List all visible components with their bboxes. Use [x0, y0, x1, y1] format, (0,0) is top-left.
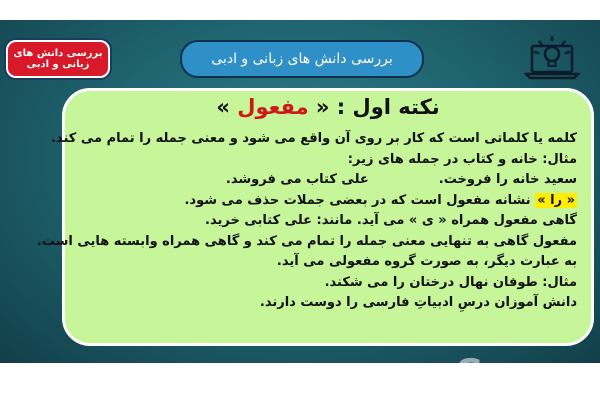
gama-watermark: Gama	[455, 352, 569, 392]
card-title-keyword: مفعول	[237, 95, 309, 119]
example-intro-line: مثال: خانه و کتاب در جمله های زیر:	[347, 151, 577, 167]
example-line-3: دانش آموزان درسِ ادبیاتِ فارسی را دوست دارند.	[259, 295, 577, 310]
definition-line: کلمه یا کلماتی است که کار بر روی آن واقع می شود و معنی جمله را تمام می کند.	[51, 131, 577, 146]
marker-line-text: نشانه مفعول است که در بعضی جملات حذف می شود.	[184, 192, 531, 208]
laptop-lightbulb-icon	[524, 34, 580, 80]
card-title	[65, 95, 591, 119]
content-card	[36, 88, 594, 346]
slide-header	[180, 40, 424, 78]
indefinite-line: گاهی مفعول همراه « ی » می آید. مانند: علی کتابی خرید.	[205, 213, 577, 228]
card-body	[36, 129, 577, 314]
marker-line	[73, 191, 577, 212]
example-sentence-1: سعید خانه را فروخت.	[438, 172, 577, 187]
example-line-2: مثال: طوفان نهال درختان را می شکند.	[324, 274, 577, 290]
card-title-prefix: نکته اول : «	[315, 95, 440, 119]
example-sentence-2: علی کتاب می فروشد.	[225, 172, 369, 187]
top-margin	[0, 0, 600, 20]
example-sentences-line	[73, 170, 577, 191]
lesson-tag-label: بررسی دانش های زبانی و ادبی	[13, 48, 103, 70]
object-group-line: به عبارت دیگر، به صورت گروه مفعولی می آید.	[276, 254, 577, 269]
lesson-tag	[6, 40, 110, 78]
dependents-line: مفعول گاهی به تنهایی معنی جمله را تمام می کند و گاهی همراه وابسته هایی است.	[36, 233, 577, 249]
card-title-suffix: »	[216, 95, 230, 119]
ra-highlight: « را »	[537, 192, 575, 208]
slide-header-title: بررسی دانش های زبانی و ادبی	[211, 51, 393, 67]
